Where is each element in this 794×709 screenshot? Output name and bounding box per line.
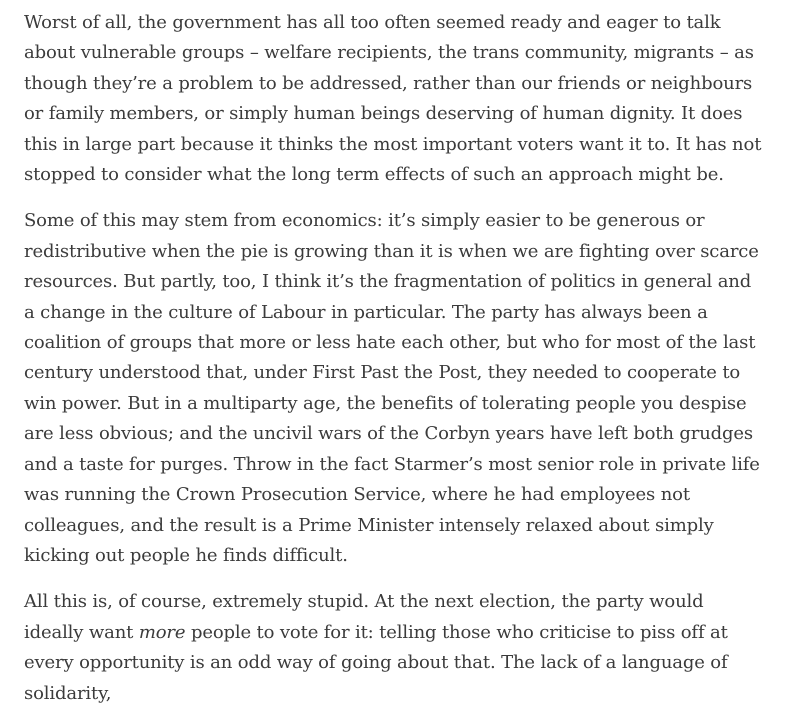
- paragraph-2-text: Some of this may stem from economics: it’s simply easier to be generous or redistributive when the pie is growing than it is when we are fighting over scarce resources. But partly, too, I think it’s the fragmentation of politics in general and a change in the culture of Labour in particular. The party has always been a coalition of groups that more or less hate each other, but who for most of the last century understood that, under First Past the Post, they needed to cooperate to win power. But in a multiparty age, the benefits of tolerating people you despise are less obvious; and the uncivil wars of the Corbyn years have left both grudges and a taste for purges. Throw in the fact Starmer’s most senior role in private life was running the Crown Prosecution Service, where he had employees not colleagues, and the result is a Prime Minister intensely relaxed about simply kicking out people he finds difficult.: [24, 210, 760, 566]
- paragraph-2: [24, 206, 764, 571]
- paragraph-3-text-before: All this is, of course, extremely stupid. At the next election, the party would ideally want: [24, 591, 704, 643]
- paragraph-3-text-after: people to vote for it: telling those who criticise to piss off at every opportunity is an odd way of going about that. The lack of a language of solidarity,: [24, 621, 728, 704]
- paragraph-3-emphasis: more: [138, 621, 186, 643]
- paragraph-1-text: Worst of all, the government has all too often seemed ready and eager to talk about vulnerable groups – welfare recipients, the trans community, migrants – as though they’re a problem to be addressed, rather than our friends or neighbours or family members, or simply human beings deserving of human dignity. It does this in large part because it thinks the most important voters want it to. It has not stopped to consider what the long term effects of such an approach might be.: [24, 12, 762, 186]
- paragraph-1: [24, 8, 764, 190]
- paragraph-3: [24, 587, 764, 709]
